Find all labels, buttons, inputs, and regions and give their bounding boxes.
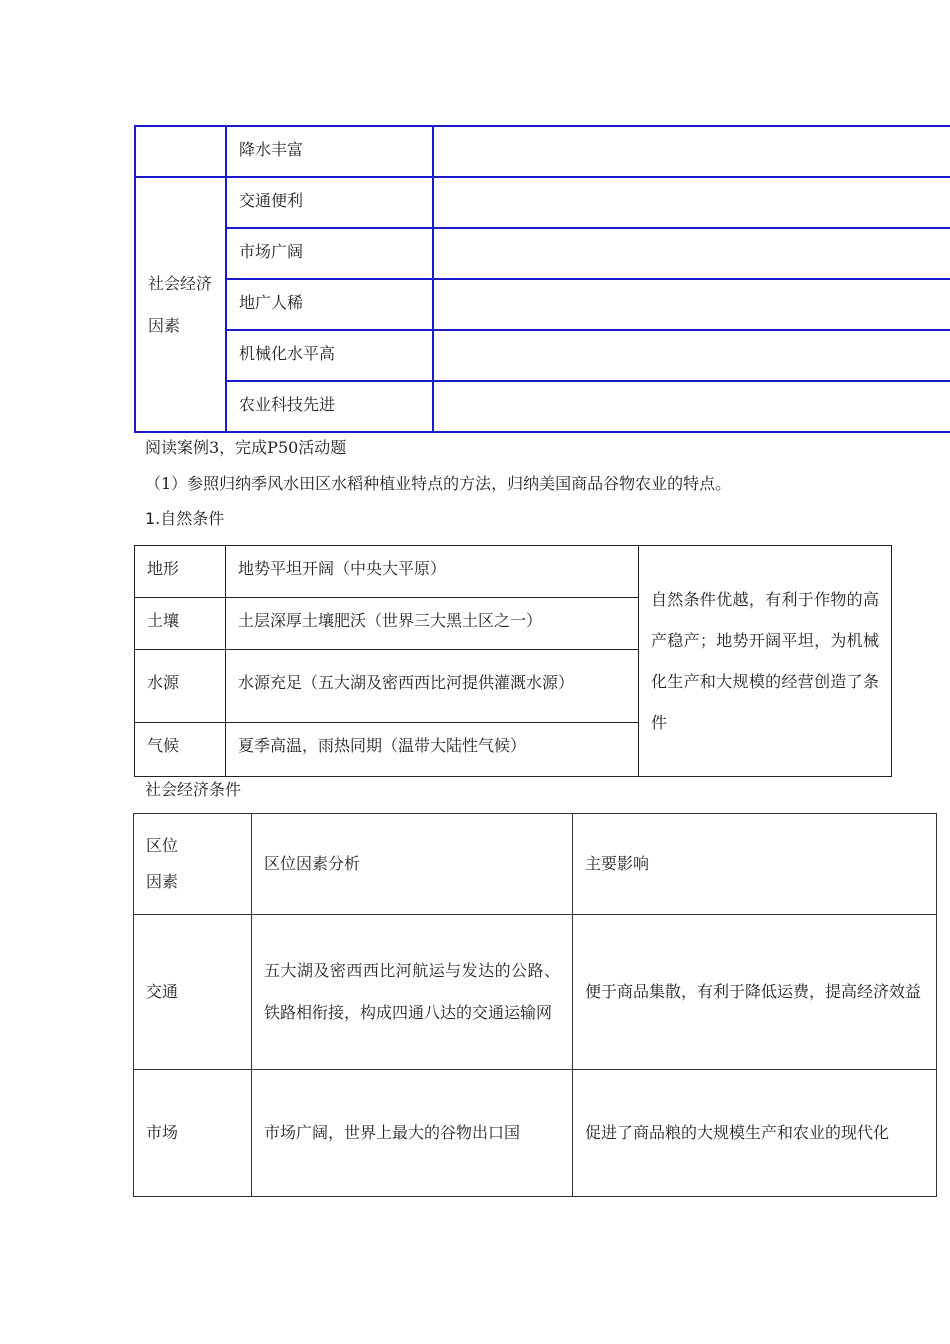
condition-name-cell: 水源 (135, 650, 226, 723)
analysis-cell: 五大湖及密西西比河航运与发达的公路、铁路相衔接，构成四通八达的交通运输网 (252, 915, 573, 1070)
header-cell: 区位因素分析 (252, 814, 573, 915)
header-cell: 区位因素 (134, 814, 252, 915)
factor-cell: 交通便利 (226, 177, 433, 228)
factor-cell: 市场广阔 (226, 228, 433, 279)
impact-cell: 便于商品集散，有利于降低运费，提高经济效益 (573, 915, 937, 1070)
table-row (135, 381, 950, 432)
condition-desc-cell: 夏季高温，雨热同期（温带大陆性气候） (226, 723, 639, 777)
category-cell (135, 126, 226, 177)
condition-name-cell: 气候 (135, 723, 226, 777)
table-row (134, 915, 937, 1070)
factor-cell: 地广人稀 (226, 279, 433, 330)
table-row (135, 546, 892, 598)
table-row (135, 177, 950, 228)
header-cell: 主要影响 (573, 814, 937, 915)
note-cell (433, 381, 950, 432)
factor-cell: 农业科技先进 (226, 381, 433, 432)
social-conditions-table (133, 813, 937, 1197)
note-cell (433, 126, 950, 177)
note-cell (433, 330, 950, 381)
group-label-cell: 社会经济因素 (135, 177, 226, 432)
section-heading-natural: 1.自然条件 (145, 509, 225, 528)
natural-conditions-table (134, 545, 892, 777)
summary-cell: 自然条件优越，有利于作物的高产稳产；地势开阔平坦，为机械化生产和大规模的经营创造了条件 (639, 546, 892, 777)
note-cell (433, 279, 950, 330)
section-heading-social: 社会经济条件 (145, 780, 242, 799)
table-row (135, 126, 950, 177)
factor-cell: 交通 (134, 915, 252, 1070)
impact-cell: 促进了商品粮的大规模生产和农业的现代化 (573, 1070, 937, 1197)
factor-table (134, 125, 950, 433)
condition-name-cell: 地形 (135, 546, 226, 598)
factor-cell: 市场 (134, 1070, 252, 1197)
table-row (134, 1070, 937, 1197)
instruction-text: 阅读案例3，完成P50活动题 (145, 438, 347, 457)
analysis-cell: 市场广阔，世界上最大的谷物出口国 (252, 1070, 573, 1197)
factor-cell: 机械化水平高 (226, 330, 433, 381)
table-row (135, 228, 950, 279)
table-header-row (134, 814, 937, 915)
condition-desc-cell: 水源充足（五大湖及密西西比河提供灌溉水源） (226, 650, 639, 723)
question-text: （1）参照归纳季风水田区水稻种植业特点的方法，归纳美国商品谷物农业的特点。 (145, 474, 732, 493)
condition-desc-cell: 土层深厚土壤肥沃（世界三大黑土区之一） (226, 598, 639, 650)
factor-cell: 降水丰富 (226, 126, 433, 177)
table-row (135, 330, 950, 381)
note-cell (433, 177, 950, 228)
condition-name-cell: 土壤 (135, 598, 226, 650)
table-row (135, 279, 950, 330)
condition-desc-cell: 地势平坦开阔（中央大平原） (226, 546, 639, 598)
note-cell (433, 228, 950, 279)
